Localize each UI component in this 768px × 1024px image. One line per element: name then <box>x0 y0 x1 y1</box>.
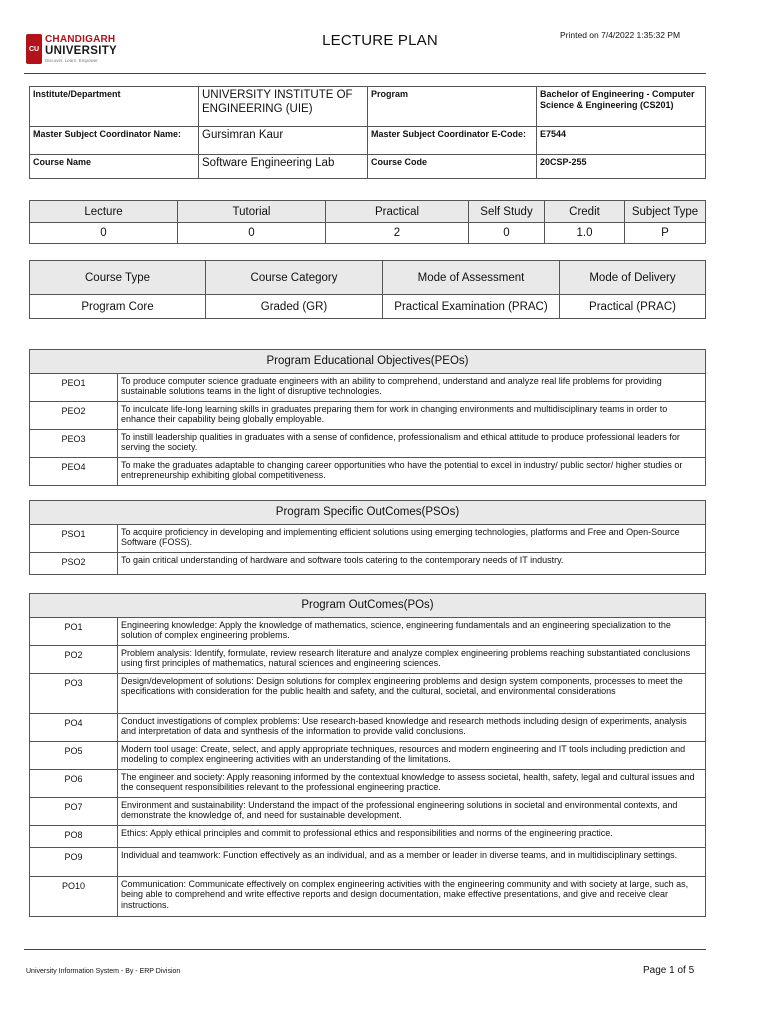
po-text: Environment and sustainability: Understand the impact of the professional engineering solutions in societal and environmental contexts, and demonstrate the knowledge of, and need for sustainable development. <box>118 798 706 826</box>
po-text: Modern tool usage: Create, select, and apply appropriate techniques, resources and modern engineering and IT tools including prediction and modeling to complex engineering activities with an understanding of the limitations. <box>118 742 706 770</box>
peo-code: PEO3 <box>30 430 118 458</box>
table-row <box>30 402 706 430</box>
credit-value: 1.0 <box>545 223 625 244</box>
course-info-table <box>29 86 706 179</box>
pso-table <box>29 500 706 575</box>
table-row <box>30 374 706 402</box>
table-row <box>30 430 706 458</box>
course-type-header: Mode of Assessment <box>383 261 560 295</box>
dept-value: UNIVERSITY INSTITUTE OF ENGINEERING (UIE) <box>199 87 368 127</box>
course-type-header: Mode of Delivery <box>560 261 706 295</box>
dept-label: Institute/Department <box>30 87 199 127</box>
self-study-hours: 0 <box>469 223 545 244</box>
po-text: Ethics: Apply ethical principles and commit to professional ethics and responsibilities and norms of the engineering practice. <box>118 826 706 848</box>
po-code: PO6 <box>30 770 118 798</box>
peo-title: Program Educational Objectives(PEOs) <box>30 350 706 374</box>
peo-code: PEO2 <box>30 402 118 430</box>
peo-table <box>29 349 706 486</box>
peo-text: To inculcate life-long learning skills in graduates preparing them for work in changing environments and multidisciplinary teams in order to enhance their capability being globally employable. <box>118 402 706 430</box>
table-row <box>30 714 706 742</box>
po-table <box>29 593 706 917</box>
delivery-mode-value: Practical (PRAC) <box>560 295 706 319</box>
credits-header: Self Study <box>469 201 545 223</box>
course-type-header: Course Category <box>206 261 383 295</box>
course-name-value: Software Engineering Lab <box>199 155 368 179</box>
table-row <box>30 848 706 877</box>
table-row <box>30 877 706 917</box>
table-row <box>30 525 706 553</box>
course-category-value: Graded (GR) <box>206 295 383 319</box>
peo-text: To instill leadership qualities in graduates with a sense of confidence, professionalism and ethical attitude to produce professional leaders for serving the society. <box>118 430 706 458</box>
ecode-value: E7544 <box>537 127 706 155</box>
university-logo <box>26 30 122 68</box>
course-name-label: Course Name <box>30 155 199 179</box>
po-text: The engineer and society: Apply reasoning informed by the contextual knowledge to assess societal, health, safety, legal and cultural issues and the consequent responsibilities relevant to the professional engineering practice. <box>118 770 706 798</box>
table-row <box>30 618 706 646</box>
program-label: Program <box>368 87 537 127</box>
logo-line-1: CHANDIGARH <box>45 33 116 45</box>
credits-header: Credit <box>545 201 625 223</box>
assessment-mode-value: Practical Examination (PRAC) <box>383 295 560 319</box>
coordinator-value: Gursimran Kaur <box>199 127 368 155</box>
po-code: PO8 <box>30 826 118 848</box>
po-text: Conduct investigations of complex problems: Use research-based knowledge and research methods including design of experiments, analysis and interpretation of data and synthesis of the information to provide valid conclusions. <box>118 714 706 742</box>
po-code: PO5 <box>30 742 118 770</box>
po-code: PO9 <box>30 848 118 877</box>
credits-header: Subject Type <box>625 201 706 223</box>
po-code: PO7 <box>30 798 118 826</box>
credits-header: Lecture <box>30 201 178 223</box>
logo-tagline: Discover. Learn. Empower. <box>45 58 99 63</box>
po-code: PO2 <box>30 646 118 674</box>
table-row <box>30 770 706 798</box>
course-type-table <box>29 260 706 319</box>
po-text: Engineering knowledge: Apply the knowledge of mathematics, science, engineering fundamentals and an engineering specialization to the solution of complex engineering problems. <box>118 618 706 646</box>
peo-text: To produce computer science graduate engineers with an ability to comprehend, understand and analyze real life problems for providing sustainable solutions teams in the light of disruptive technologies. <box>118 374 706 402</box>
table-row <box>30 646 706 674</box>
program-value: Bachelor of Engineering - Computer Science & Engineering (CS201) <box>537 87 706 127</box>
po-title: Program OutComes(POs) <box>30 594 706 618</box>
page-number: Page 1 of 5 <box>643 965 695 976</box>
credits-table <box>29 200 706 244</box>
table-row <box>30 674 706 714</box>
logo-line-2: UNIVERSITY <box>45 44 118 57</box>
pso-text: To gain critical understanding of hardware and software tools catering to the contemporary needs of IT industry. <box>118 553 706 575</box>
po-text: Communication: Communicate effectively on complex engineering activities with the engineering community and with society at large, such as, being able to comprehend and write effective reports and design documentation, make effective presentations, and give and receive clear instructions. <box>118 877 706 917</box>
table-row <box>30 798 706 826</box>
po-text: Problem analysis: Identify, formulate, review research literature and analyze complex engineering problems reaching substantiated conclusions using first principles of mathematics, natural sciences and engineering sciences. <box>118 646 706 674</box>
pso-text: To acquire proficiency in developing and implementing efficient solutions using emerging technologies, platforms and Free and Open-Source Software (FOSS). <box>118 525 706 553</box>
peo-code: PEO1 <box>30 374 118 402</box>
printed-timestamp: Printed on 7/4/2022 1:35:32 PM <box>560 30 681 40</box>
course-code-value: 20CSP-255 <box>537 155 706 179</box>
po-text: Individual and teamwork: Function effectively as an individual, and as a member or leader in diverse teams, and in multidisciplinary settings. <box>118 848 706 877</box>
practical-hours: 2 <box>326 223 469 244</box>
footer-system-name: University Information System - By - ERP Division <box>26 968 181 975</box>
crest-icon: CU <box>26 34 42 64</box>
po-text: Design/development of solutions: Design solutions for complex engineering problems and design system components, processes to meet the specifications with consideration for the public health and safety, and the cultural, societal, and environmental considerations <box>118 674 706 714</box>
header-divider <box>24 73 706 74</box>
po-code: PO1 <box>30 618 118 646</box>
subject-type-value: P <box>625 223 706 244</box>
page-title: LECTURE PLAN <box>322 32 438 49</box>
pso-title: Program Specific OutComes(PSOs) <box>30 501 706 525</box>
coordinator-label: Master Subject Coordinator Name: <box>30 127 199 155</box>
ecode-label: Master Subject Coordinator E-Code: <box>368 127 537 155</box>
table-row <box>30 553 706 575</box>
po-code: PO3 <box>30 674 118 714</box>
table-row <box>30 742 706 770</box>
peo-text: To make the graduates adaptable to changing career opportunities who have the potential to excel in industry/ public sector/ higher studies or entrepreneurship exhibiting global competitiveness. <box>118 458 706 486</box>
table-row <box>30 458 706 486</box>
course-code-label: Course Code <box>368 155 537 179</box>
course-type-value: Program Core <box>30 295 206 319</box>
footer-divider <box>24 949 706 950</box>
peo-code: PEO4 <box>30 458 118 486</box>
po-code: PO4 <box>30 714 118 742</box>
course-type-header: Course Type <box>30 261 206 295</box>
lecture-hours: 0 <box>30 223 178 244</box>
credits-header: Tutorial <box>178 201 326 223</box>
po-code: PO10 <box>30 877 118 917</box>
credits-header: Practical <box>326 201 469 223</box>
pso-code: PSO2 <box>30 553 118 575</box>
table-row <box>30 826 706 848</box>
tutorial-hours: 0 <box>178 223 326 244</box>
pso-code: PSO1 <box>30 525 118 553</box>
